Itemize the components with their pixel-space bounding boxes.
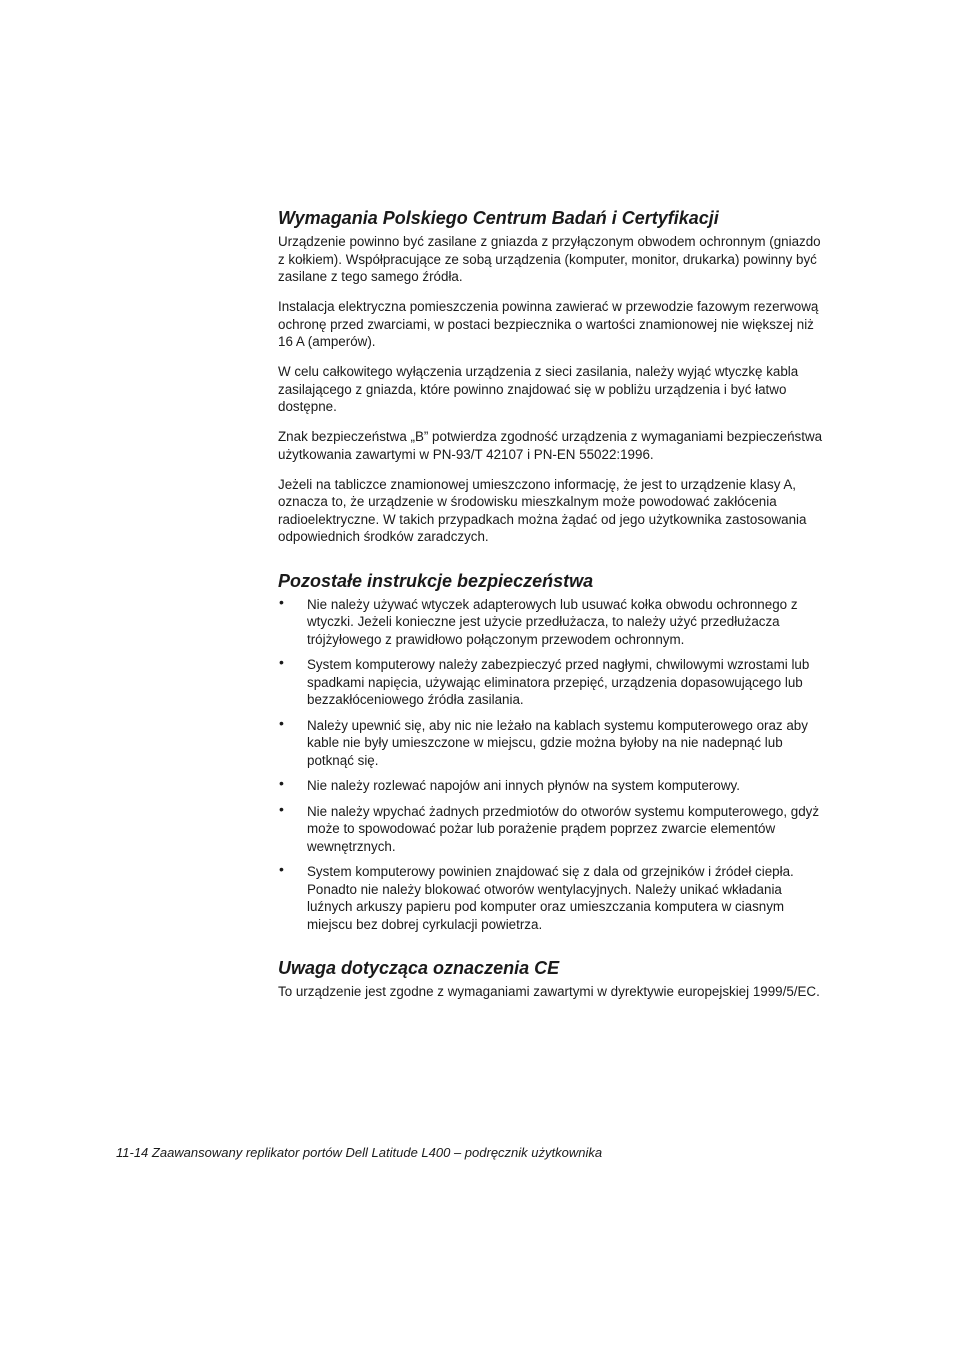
page-content — [278, 205, 826, 1013]
list-item-text: Nie należy rozlewać napojów ani innych płynów na system komputerowy. — [307, 778, 740, 793]
bullet-icon: • — [279, 775, 284, 791]
page-footer: 11-14 Zaawansowany replikator portów Dell Latitude L400 – podręcznik użytkownika — [116, 1145, 603, 1160]
bullet-icon: • — [279, 593, 284, 610]
section-heading: Pozostałe instrukcje bezpieczeństwa — [278, 570, 594, 591]
list-item — [278, 777, 826, 795]
bullet-icon: • — [279, 861, 284, 877]
paragraph: Urządzenie powinno być zasilane z gniazda z przyłączonym obwodem ochronnym (gniazdo z kołkiem). Współpracujące ze sobą urządzenia (komputer, monitor, drukarka) powinny być zasilane z tego samego źródła. — [278, 234, 821, 284]
section-heading: Wymagania Polskiego Centrum Badań i Certyfikacji — [278, 208, 719, 228]
paragraph: W celu całkowitego wyłączenia urządzenia z sieci zasilania, należy wyjąć wtyczkę kabla zasilającego z gniazda, które powinno znajdować się w pobliżu urządzenia i być łatwo dostępne. — [278, 364, 799, 414]
section-safety-instructions — [278, 568, 826, 934]
list-item — [278, 800, 826, 856]
bullet-list — [278, 593, 826, 934]
paragraph: Znak bezpieczeństwa „B” potwierdza zgodność urządzenia z wymaganiami bezpieczeństwa użytkowania zawartymi w PN-93/T 42107 i PN-EN 55022:1996. — [278, 429, 823, 462]
list-item-text: System komputerowy należy zabezpieczyć przed nagłymi, chwilowymi wzrostami lub spadkami napięcia, używając eliminatora przepięć, urządzenia dopasowującego lub bezzakłóceniowego źródła zasilania. — [307, 657, 810, 707]
section-pcbc-requirements — [278, 205, 826, 546]
section-heading: Uwaga dotycząca oznaczenia CE — [278, 958, 560, 978]
list-item-text: Należy upewnić się, aby nic nie leżało na kablach systemu komputerowego oraz aby kable nie były umieszczone w miejscu, gdzie można byłoby na nie nadepnąć lub potknąć się. — [307, 717, 808, 768]
paragraph: Jeżeli na tabliczce znamionowej umieszczono informację, że jest to urządzenie klasy A, oznacza to, że urządzenie w środowisku mieszkalnym może powodować zakłócenia radioelektryczne. W takich przypadkach można żądać od jego użytkownika zastosowania odpowiednich środków zaradczych. — [278, 476, 807, 544]
bullet-icon: • — [279, 654, 284, 670]
list-item — [278, 863, 826, 933]
section-ce-notice — [278, 955, 826, 1001]
list-item-text: Nie należy wpychać żadnych przedmiotów do otworów systemu komputerowego, gdyż może to spowodować pożar lub porażenie prądem poprzez zwarcie elementów wewnętrznych. — [307, 803, 820, 854]
paragraph: Instalacja elektryczna pomieszczenia powinna zawierać w przewodzie fazowym rezerwową ochronę przed zwarciami, w postaci bezpiecznika o wartości znamionowej nie większej niż 16 A (amperów). — [278, 299, 819, 349]
bullet-icon: • — [279, 714, 284, 731]
list-item — [278, 714, 826, 770]
list-item-text: Nie należy używać wtyczek adapterowych lub usuwać kołka obwodu ochronnego z wtyczki. Jeżeli konieczne jest użycie przedłużacza, to należy użyć przedłużacza trójżyłowego z prawidłowo połączonym przewodem ochronnym. — [307, 596, 798, 647]
paragraph: To urządzenie jest zgodne z wymaganiami zawartymi w dyrektywie europejskiej 1999/5/EC. — [278, 984, 820, 999]
bullet-icon: • — [279, 800, 284, 817]
list-item — [278, 593, 826, 649]
list-item-text: System komputerowy powinien znajdować się z dala od grzejników i źródeł ciepła. Ponadto nie należy blokować otworów wentylacyjnych. Należy unikać wkładania luźnych arkuszy papieru pod komputer oraz umieszczania komputera w ciasnym miejscu bez dobrej cyrkulacji powietrza. — [307, 864, 794, 932]
list-item — [278, 656, 826, 709]
